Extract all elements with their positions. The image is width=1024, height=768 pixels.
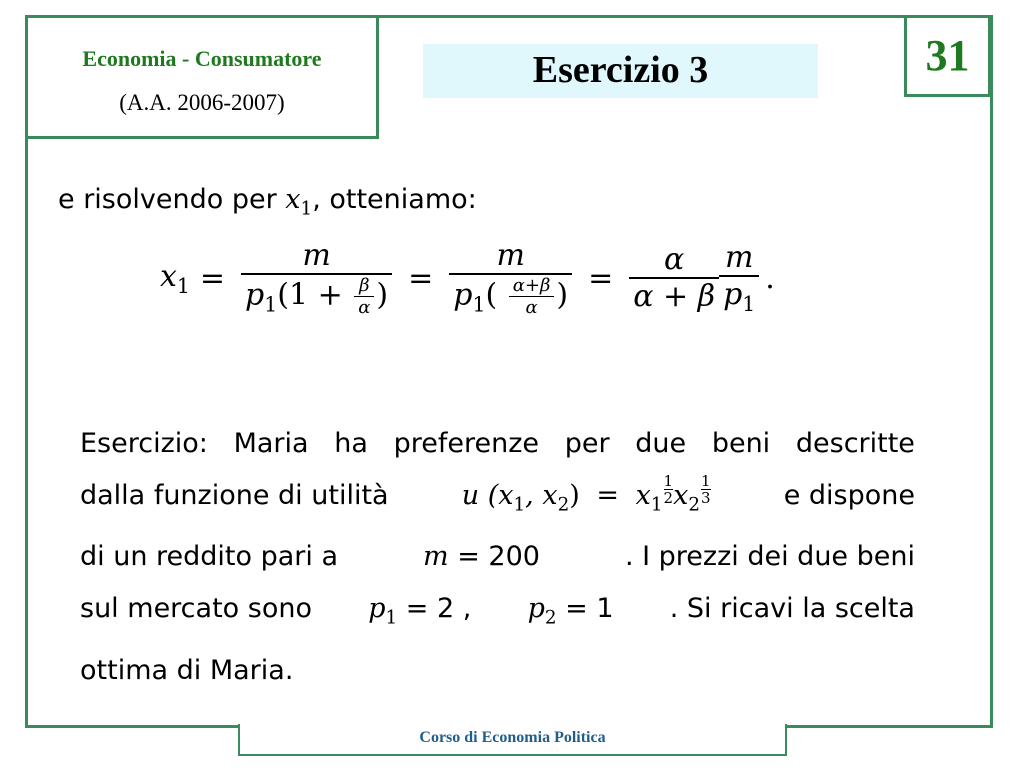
alpha-plus-beta-over-alpha: $\frac{\alpha+\beta}{\alpha}$ bbox=[509, 275, 555, 318]
exponent-one-third: $\frac{1}{3}$ bbox=[701, 472, 711, 507]
course-title: Economia - Consumatore bbox=[82, 46, 322, 71]
exercise-statement bbox=[80, 418, 915, 697]
academic-year: (A.A. 2006-2007) bbox=[119, 90, 285, 115]
exercise-line-3: di un reddito pari a m = 200 . I prezzi dei due beni bbox=[80, 541, 915, 573]
exercise-line-1: Esercizio: Maria ha preferenze per due beni descritte bbox=[80, 428, 915, 459]
intro-text: e risolvendo per bbox=[58, 184, 277, 215]
intro-variable: $x_1$ bbox=[285, 184, 313, 220]
fraction-3: $\frac{\alpha}{\alpha + \beta}$ bbox=[629, 242, 719, 314]
income-variable: m bbox=[423, 541, 449, 573]
beta-over-alpha: $\frac{\beta}{\alpha}$ bbox=[354, 275, 374, 318]
course-header-box bbox=[25, 15, 379, 139]
demand-formula bbox=[160, 238, 775, 318]
fraction-4: $\frac{m}{p_1}$ bbox=[719, 240, 759, 316]
price-2-variable: $p_2$ bbox=[527, 593, 557, 629]
footer-course-name: Corso di Economia Politica bbox=[238, 724, 787, 756]
formula-period: . bbox=[765, 260, 775, 296]
fraction-2: m $p_1$( $\frac{\alpha+\beta}{\alpha}$ ) bbox=[449, 238, 572, 318]
fraction-1: m $p_1(1$ + $\frac{\beta}{\alpha}$ ) bbox=[241, 238, 392, 318]
utility-function: u ($x_1$, $x_2) = x_1$ $\frac{1}{2}$ $x_2$ $\frac{1}{3}$ bbox=[461, 472, 711, 516]
intro-suffix: , otteniamo: bbox=[312, 184, 477, 215]
intro-line bbox=[58, 184, 477, 219]
price-1-variable: $p_1$ bbox=[368, 593, 398, 629]
equals-sign: = bbox=[199, 260, 226, 296]
exercise-line-2: dalla funzione di utilità u ($x_1$, $x_2) = x_1$ $\frac{1}{2}$ $x_2$ $\frac{1}{3}$ e dispone bbox=[80, 470, 915, 531]
exercise-line-4: sul mercato sono $p_1 = 2$ , $p_2 = 1$ . Si ricavi la scelta bbox=[80, 593, 915, 629]
page-number: 31 bbox=[904, 15, 991, 97]
formula-lhs: $x_1$ bbox=[160, 258, 190, 298]
equals-sign: = bbox=[408, 260, 434, 296]
exercise-line-5: ottima di Maria. bbox=[80, 654, 294, 686]
slide-title: Esercizio 3 bbox=[423, 44, 818, 98]
equals-sign: = bbox=[588, 260, 614, 296]
exponent-one-half: $\frac{1}{2}$ bbox=[663, 472, 674, 507]
